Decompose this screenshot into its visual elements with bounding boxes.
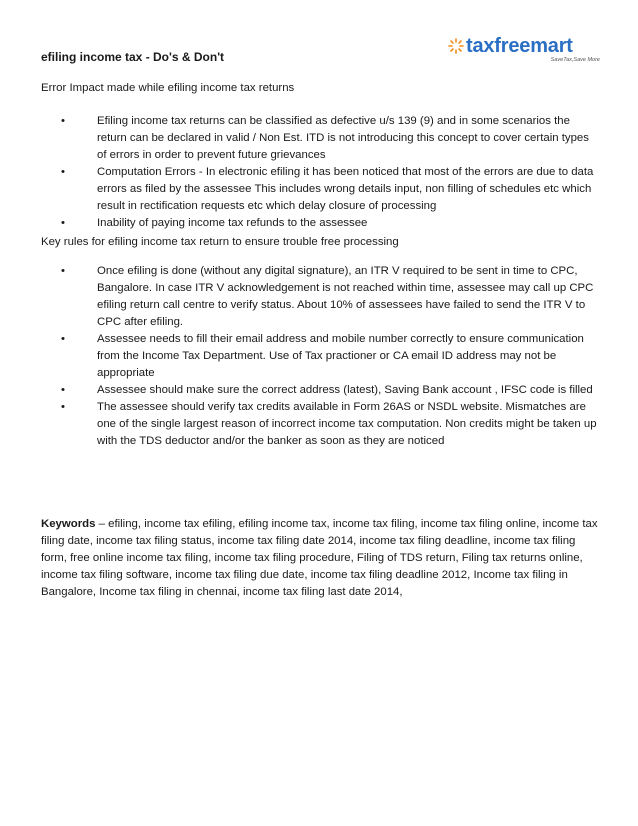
list-item-text: Assessee needs to fill their email address and mobile number correctly to ensure communication from the Income Tax Department. Use of Tax practioner or CA email ID address may not be appropriate xyxy=(97,333,584,379)
bullet-icon: • xyxy=(61,384,65,396)
list-item-text: Efiling income tax returns can be classified as defective u/s 139 (9) and in some scenarios the return can be declared in valid / Non Est. ITD is not introducing this concept to cover certain types of errors in order to prevent future grievances xyxy=(97,115,589,161)
list-item-text: Inability of paying income tax refunds to the assessee xyxy=(97,217,368,229)
list-item-text: The assessee should verify tax credits available in Form 26AS or NSDL website. Mismatches are one of the single largest reason of incorrect income tax computation. Non credits might be taken up with the TDS deductor and/or the banker as soon as they are noticed xyxy=(97,401,597,447)
section-error-heading: Error Impact made while efiling income tax returns xyxy=(41,82,295,94)
bullet-icon: • xyxy=(61,115,65,127)
keywords-label: Keywords xyxy=(41,518,96,530)
logo-wordmark: taxfreemart xyxy=(466,35,573,57)
taxfreemart-logo xyxy=(448,32,608,68)
bullet-icon: • xyxy=(61,166,65,178)
starburst-icon xyxy=(448,38,464,54)
bullet-icon: • xyxy=(61,333,65,345)
bullet-icon: • xyxy=(61,265,65,277)
page-title: efiling income tax - Do's & Don't xyxy=(41,50,225,64)
bullet-icon: • xyxy=(61,401,65,413)
key-rules-list xyxy=(41,263,601,450)
logo-tagline: SaveTax,Save More xyxy=(550,57,600,63)
list-item xyxy=(41,399,601,450)
list-item-text: Computation Errors - In electronic efiling it has been noticed that most of the errors are due to data errors as filed by the assessee This includes wrong details input, non filling of schedules etc which result in rectification requests etc which delay closure of processing xyxy=(97,166,594,212)
list-item xyxy=(41,215,601,232)
list-item-text: Once efiling is done (without any digital signature), an ITR V required to be sent in time to CPC, Bangalore. In case ITR V acknowledgement is not reached within time, assessee may call up CPC efiling return call centre to verify status. About 10% of assessees have failed to send the ITR V to CPC after efiling. xyxy=(97,265,594,328)
keywords-paragraph xyxy=(41,516,601,601)
section-rules-heading: Key rules for efiling income tax return to ensure trouble free processing xyxy=(41,236,399,248)
list-item xyxy=(41,331,601,382)
list-item xyxy=(41,164,601,215)
list-item-text: Assessee should make sure the correct address (latest), Saving Bank account , IFSC code is filled xyxy=(97,384,593,396)
error-impact-list xyxy=(41,113,601,232)
list-item xyxy=(41,382,601,399)
list-item xyxy=(41,263,601,331)
keywords-text: – efiling, income tax efiling, efiling income tax, income tax filing, income tax filing online, income tax filing date, income tax filing status, income tax filing date 2014, income tax filing deadline, income tax filing form, free online income tax filing, income tax filing procedure, Filing of TDS return, Filing tax returns online, income tax filing software, income tax filing due date, income tax filing deadline 2012, Income tax filing in Bangalore, Income tax filing in chennai, income tax filing last date 2014, xyxy=(41,518,598,598)
list-item xyxy=(41,113,601,164)
bullet-icon: • xyxy=(61,217,65,229)
